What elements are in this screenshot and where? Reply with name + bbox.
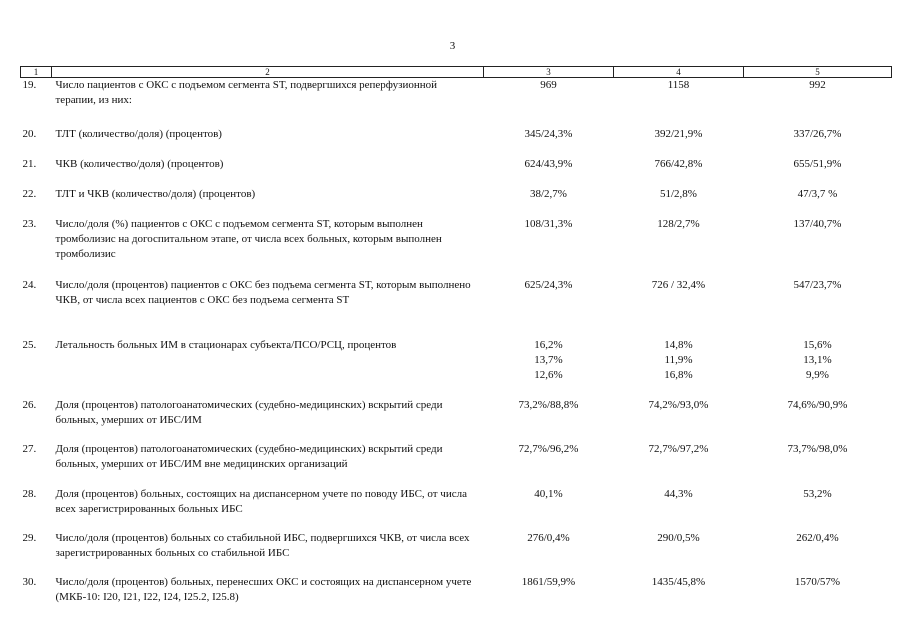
value-line: 15,6% [803,338,832,351]
row-value-col5: 547/23,7% [793,278,842,291]
page-number: 3 [449,40,456,52]
row-indicator: ЧКВ (количество/доля) (процентов) [55,157,224,170]
row-value-col5: 47/3,7 % [797,187,838,200]
row-number: 20. [22,127,37,140]
row-indicator: ТЛТ и ЧКВ (количество/доля) (процентов) [55,187,256,200]
row-value-col4: 51/2,8% [660,187,697,200]
row-number: 25. [22,338,37,351]
row-values-col5 [744,338,892,398]
table-header-row [21,67,892,78]
row-value-col3: 969 [540,79,557,91]
row-value-col5: 992 [809,79,826,91]
row-value-col5: 53,2% [803,487,832,500]
row-value-col4: 290/0,5% [657,531,700,544]
row-value-col4: 128/2,7% [657,217,700,230]
table-row [21,187,892,217]
row-indicator: Число пациентов с ОКС с подъемом сегмента ST, подвергшихся реперфузионной терапии, из них: [55,79,438,106]
table-row [21,78,892,127]
column-header-2: 2 [52,67,484,78]
row-value-col4: 72,7%/97,2% [648,442,709,455]
row-value-col3: 40,1% [534,487,563,500]
value-line: 13,7% [534,353,563,366]
value-line: 9,9% [806,368,829,381]
row-value-col3: 38/2,7% [530,187,567,200]
table-row [21,157,892,187]
row-indicator: Летальность больных ИМ в стационарах субъекта/ПСО/РСЦ, процентов [55,338,397,351]
column-header-5: 5 [744,67,892,78]
statistics-table [20,66,892,607]
row-value-col4: 44,3% [664,487,693,500]
row-value-col3: 108/31,3% [524,217,573,230]
row-value-col4: 1435/45,8% [651,575,706,588]
row-indicator: Доля (процентов) больных, состоящих на диспансерном учете по поводу ИБС, от числа всех зарегистрированных больных ИБС [55,487,467,515]
row-value-col5: 337/26,7% [793,127,842,140]
row-value-col3: 345/24,3% [524,127,573,140]
row-indicator: Число/доля (процентов) больных, перенесших ОКС и состоящих на диспансерном учете (МКБ-10: I20, I21, I22, I24, I25.2, I25.8) [55,575,472,603]
row-value-col3: 1861/59,9% [521,575,576,588]
table-row [21,531,892,575]
row-value-col5: 74,6%/90,9% [787,398,848,411]
row-value-col5: 655/51,9% [793,157,842,170]
table-row [21,398,892,442]
row-value-col4: 74,2%/93,0% [648,398,709,411]
row-values-col4 [614,338,744,398]
table-row [21,278,892,338]
value-line: 16,8% [664,368,693,381]
column-header-3: 3 [484,67,614,78]
row-value-col4: 1158 [667,79,690,91]
row-value-col5: 137/40,7% [793,217,842,230]
value-line: 13,1% [803,353,832,366]
value-line: 12,6% [534,368,563,381]
row-number: 23. [22,217,37,230]
row-value-col5: 262/0,4% [796,531,839,544]
row-number: 28. [22,487,37,500]
value-line: 14,8% [664,338,693,351]
table-row [21,442,892,487]
table-row [21,217,892,278]
row-indicator: Число/доля (%) пациентов с ОКС с подъемом сегмента ST, которым выполнен тромболизис на догоспитальном этапе, от числа всех больных, которым выполнен тромболизис [55,217,442,260]
row-value-col3: 73,2%/88,8% [518,398,579,411]
table-row [21,575,892,607]
row-value-col3: 624/43,9% [524,157,573,170]
row-number: 19. [22,79,37,91]
row-value-col3: 276/0,4% [527,531,570,544]
column-header-1: 1 [21,67,52,78]
row-value-col3: 72,7%/96,2% [518,442,579,455]
table-row [21,127,892,157]
row-value-col4: 766/42,8% [654,157,703,170]
row-number: 30. [22,575,37,588]
value-line: 11,9% [664,353,693,366]
row-number: 29. [22,531,37,544]
row-value-col3: 625/24,3% [524,278,573,291]
row-number: 22. [22,187,37,200]
row-indicator: Доля (процентов) патологоанатомических (судебно-медицинских) вскрытий среди больных, умерших от ИБС/ИМ вне медицинских организаций [55,442,443,470]
row-indicator: ТЛТ (количество/доля) (процентов) [55,127,222,140]
table-row [21,487,892,531]
row-number: 24. [22,278,37,291]
row-value-col5: 73,7%/98,0% [787,442,848,455]
row-number: 27. [22,442,37,455]
row-value-col5: 1570/57% [794,575,841,588]
row-value-col4: 392/21,9% [654,127,703,140]
row-values-col3 [484,338,614,398]
column-header-4: 4 [614,67,744,78]
row-number: 21. [22,157,37,170]
row-indicator: Число/доля (процентов) больных со стабильной ИБС, подвергшихся ЧКВ, от числа всех зарегистрированных больных со стабильной ИБС [55,531,470,559]
row-value-col4: 726 / 32,4% [651,278,706,291]
value-line: 16,2% [534,338,563,351]
row-indicator: Число/доля (процентов) пациентов с ОКС без подъема сегмента ST, которым выполнено ЧКВ, от числа всех пациентов с ОКС без подъема сегмента ST [55,278,471,306]
row-indicator: Доля (процентов) патологоанатомических (судебно-медицинских) вскрытий среди больных, умерших от ИБС/ИМ [55,398,443,426]
table-row [21,338,892,398]
row-number: 26. [22,398,37,411]
